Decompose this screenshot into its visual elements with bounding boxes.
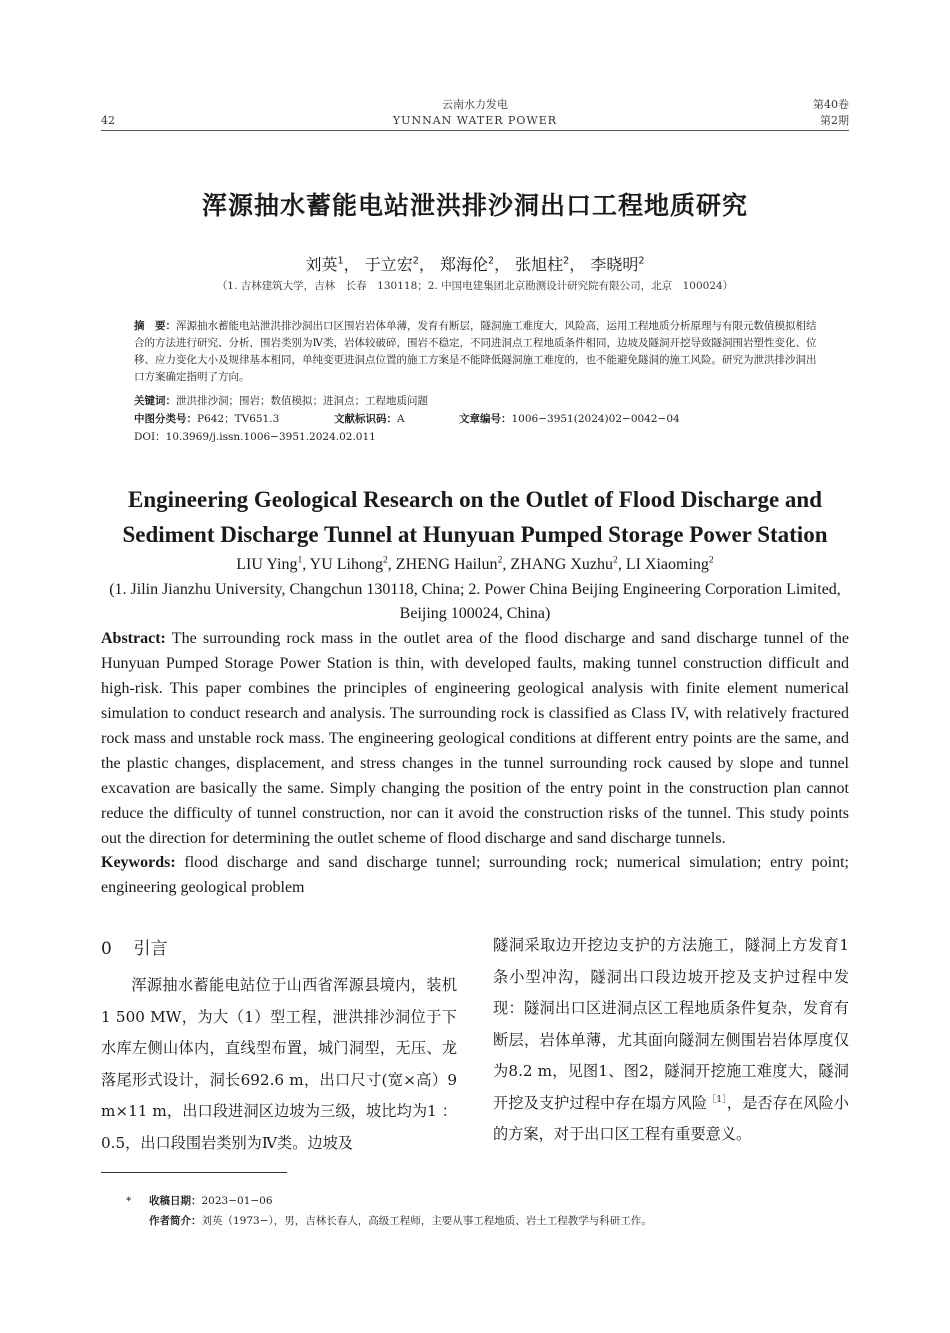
body-paragraph-right: 隧洞采取边开挖边支护的方法施工，隧洞上方发育1条小型冲沟，隧洞出口段边坡开挖及支护过程中发现：隧洞出口区进洞点区工程地质条件复杂，发育有断层，岩体单薄，尤其面向隧洞左侧围岩岩体厚度仅为8.2 m，见图1、图2，隧洞开挖施工难度大，隧洞开挖及支护过程中存在塌方风险$^{[1]}$，是否存在风险小的方案，对于出口区工程有重要意义。 (493, 936, 849, 1143)
journal-name-en: YUNNAN WATER POWER (392, 114, 558, 127)
keywords-en-text: flood discharge and sand discharge tunnel; surrounding rock; numerical simulation; entry point; engineering geological problem (101, 854, 850, 896)
author-cn: 张旭柱 (515, 255, 564, 274)
classification-row: 中图分类号：P642；TV651.3 文献标识码：A 文章编号：1006−3951(2024)02−0042−04 (134, 411, 824, 428)
affiliation-cn: （1. 吉林建筑大学，吉林 长春 130118；2. 中国电建集团北京勘测设计研究院有限公司，北京 100024） (216, 280, 734, 292)
footnote-star: * (126, 1195, 132, 1207)
abstract-cn-label: 摘 要： (134, 320, 176, 332)
authors-en: LIU Ying$^1$, YU Lihong$^2$, ZHENG Hailun$^2$, ZHANG Xuzhu$^2$, LI Xiaoming$^2$ (236, 554, 714, 573)
author-cn: 刘英 (305, 255, 338, 274)
author-bio: 作者简介：刘英（1973−），男，吉林长春人，高级工程师，主要从事工程地质、岩土工程教学与科研工作。 (149, 1215, 652, 1227)
journal-name-cn: 云南水力发电 (442, 98, 508, 111)
document-code: A (397, 413, 405, 425)
affiliation-en-line2: Beijing 100024, China) (399, 605, 551, 622)
keywords-en-label: Keywords: (101, 854, 176, 871)
section-heading: 0 引言 (101, 939, 168, 959)
author-cn: 李晓明 (590, 255, 639, 274)
abstract-cn-text: 浑源抽水蓄能电站泄洪排沙洞出口区围岩岩体单薄，发育有断层，隧洞施工难度大，风险高，运用工程地质分析原理与有限元数值模拟相结合的方法进行研究、分析，围岩类别为Ⅳ类，岩体较破碎，围岩不稳定，不同进洞点工程地质条件相同，边坡及隧洞开挖导致隧洞围岩塑性变化、位移、应力变化大小及规律基本相同，单纯变更进洞点位置的施工方案是不能降低隧洞施工难度的，也不能避免隧洞的施工风险。研究为泄洪排沙洞出口方案确定指明了方向。 (134, 320, 817, 383)
abstract-cn (134, 318, 824, 386)
clc-number: P642；TV651.3 (197, 413, 280, 425)
footnote-rule (101, 1172, 287, 1173)
doi: DOI：10.3969/j.issn.1006−3951.2024.02.011 (134, 431, 376, 443)
affiliation-en-line1: (1. Jilin Jianzhu University, Changchun 130118, China; 2. Power China Beijing Engineering Corporation Limited, (109, 581, 841, 598)
received-date: 收稿日期：2023−01−06 (149, 1195, 273, 1207)
keywords-en (101, 850, 849, 900)
abstract-en-label: Abstract: (101, 630, 166, 647)
page-number: 42 (101, 114, 115, 127)
body-paragraph-left: 浑源抽水蓄能电站位于山西省浑源县境内，装机1 500 MW，为大（1）型工程，泄洪排沙洞位于下水库左侧山体内，直线型布置，城门洞型，无压、龙落尾形式设计，洞长692.6 m，出口尺寸(宽×高）9 m×11 m，出口段进洞区边坡为三级，坡比均为1 ： 0.5，出口段围岩类别为Ⅳ类。边坡及 (101, 976, 457, 1152)
abstract-en-text: The surrounding rock mass in the outlet area of the flood discharge and sand discharge tunnel of the Hunyuan Pumped Storage Power Station is thin, with developed faults, making tunnel construction difficult and high-risk. This paper combines the principles of engineering geological analysis with finite element numerical simulation to conduct research and analysis. The surrounding rock is classified as Class IV, with relatively fractured rock mass and unstable rock mass. The engineering geological conditions at different entry points are the same, and the plastic changes, displacement, and stress changes in the tunnel surrounding rock caused by slope and tunnel excavation are basically the same. Simply changing the position of the entry point in the construction plan cannot reduce the difficulty of tunnel construction, nor can it avoid the construction risks of the tunnel. This study points out the direction for determining the outlet scheme of flood discharge and sand discharge tunnels. (101, 630, 849, 847)
issue: 第2期 (820, 114, 849, 127)
title-en: Engineering Geological Research on the Outlet of Flood Discharge and Sediment Discharge Tunnel at Hunyuan Pumped Storage Power Station (122, 487, 828, 547)
title-cn: 浑源抽水蓄能电站泄洪排沙洞出口工程地质研究 (201, 191, 748, 220)
keywords-cn (134, 393, 824, 410)
reference-marker: ［1］ (707, 1094, 727, 1105)
keywords-cn-text: 泄洪排沙洞；围岩；数值模拟；进洞点；工程地质问题 (176, 395, 428, 407)
article-number: 1006−3951(2024)02−0042−04 (511, 413, 680, 425)
abstract-en (101, 626, 849, 851)
keywords-cn-label: 关键词： (134, 395, 176, 407)
authors-cn: 刘英$^1$， 于立宏$^2$， 郑海伦$^2$， 张旭柱$^2$， 李晓明$^2$ (305, 255, 645, 274)
volume: 第40卷 (813, 98, 849, 111)
author-cn: 于立宏 (364, 255, 413, 274)
author-cn: 郑海伦 (439, 255, 488, 274)
header-rule (101, 130, 849, 131)
